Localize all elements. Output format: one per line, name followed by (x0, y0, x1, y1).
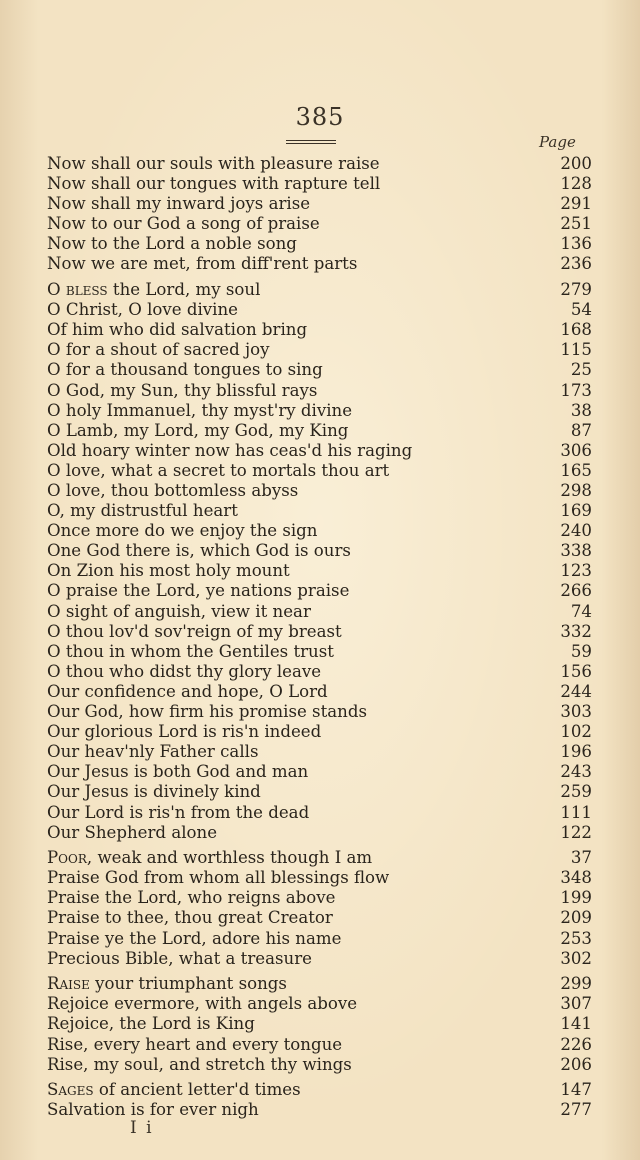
page-ref: 122 (560, 822, 592, 842)
page-ref: 299 (560, 974, 592, 994)
entry-text: Praise the Lord, who reigns above (47, 888, 336, 908)
index-entry (47, 360, 592, 380)
entry-text: O God, my Sun, thy blissful rays (47, 380, 318, 400)
entry-text: O love, thou bottomless abyss (47, 481, 299, 500)
index-entry (47, 908, 592, 928)
page-ref: 307 (560, 994, 592, 1014)
page-ref: 38 (570, 400, 592, 420)
index-entry (47, 501, 592, 521)
entry-text: Our Jesus is both God and man (47, 762, 309, 782)
signature-mark: I i (130, 1118, 154, 1138)
hymn-index (47, 154, 592, 1120)
page-number: 385 (295, 103, 345, 131)
first-line (47, 461, 532, 481)
first-line (47, 521, 532, 541)
index-entry (47, 234, 592, 254)
index-entry (47, 214, 592, 234)
entry-text: Precious Bible, what a treasure (47, 948, 312, 968)
entry-text: Praise to thee, thou great Creator (47, 908, 333, 928)
page-ref: 277 (560, 1100, 592, 1120)
first-line (47, 823, 532, 843)
entry-text: Old hoary winter now has ceas'd his raging (47, 440, 413, 460)
index-entry (47, 994, 592, 1014)
first-line (47, 682, 532, 702)
first-line (47, 360, 532, 380)
index-entry (47, 280, 592, 300)
entry-text: Our confidence and hope, O Lord (47, 681, 328, 701)
page-ref: 74 (570, 601, 592, 621)
first-line (47, 1100, 532, 1120)
first-line (47, 254, 532, 274)
index-entry (47, 622, 592, 642)
index-entry (47, 1014, 592, 1034)
entry-text: Once more do we enjoy the sign (47, 521, 318, 541)
entry-text: Rise, every heart and every tongue (47, 1034, 343, 1054)
index-entry (47, 461, 592, 481)
page-ref: 259 (560, 782, 592, 802)
index-group (47, 848, 592, 969)
first-line (47, 803, 532, 823)
first-line (47, 1014, 532, 1034)
first-line (47, 994, 532, 1014)
page-ref: 156 (560, 661, 592, 681)
index-entry (47, 1100, 592, 1120)
first-line (47, 949, 532, 969)
index-entry (47, 154, 592, 174)
page-ref: 206 (560, 1054, 592, 1074)
entry-text: Now to the Lord a noble song (47, 234, 297, 254)
first-line (47, 722, 532, 742)
first-line (47, 401, 532, 421)
index-entry (47, 174, 592, 194)
page-ref: 266 (560, 581, 592, 601)
page-ref: 303 (560, 702, 592, 722)
index-entry (47, 581, 592, 601)
index-entry (47, 868, 592, 888)
index-entry (47, 823, 592, 843)
entry-text: O, my distrustful heart (47, 501, 238, 521)
entry-text: O Lamb, my Lord, my God, my King (47, 420, 349, 440)
first-line (47, 280, 532, 300)
entry-text: Our Lord is ris'n from the dead (47, 802, 310, 822)
index-entry (47, 441, 592, 461)
page-ref: 253 (560, 928, 592, 948)
index-entry (47, 949, 592, 969)
first-line (47, 642, 532, 662)
page-ref: 279 (560, 280, 592, 300)
index-entry (47, 421, 592, 441)
index-entry (47, 401, 592, 421)
entry-text: Salvation is for ever nigh (47, 1100, 259, 1120)
entry-text: O praise the Lord, ye nations praise (47, 581, 350, 601)
entry-text: O thou in whom the Gentiles trust (47, 641, 334, 661)
index-entry (47, 662, 592, 682)
first-line (47, 481, 532, 501)
page-ref: 338 (560, 541, 592, 561)
first-line (47, 762, 532, 782)
entry-text: O sight of anguish, view it near (47, 601, 311, 621)
page-ref: 209 (560, 908, 592, 928)
entry-text: O love, what a secret to mortals thou art (47, 460, 390, 480)
entry-text: the Lord, my soul (107, 280, 261, 300)
first-line (47, 381, 532, 401)
entry-text: Now shall our souls with pleasure raise (47, 154, 380, 173)
page-ref: 59 (570, 641, 592, 661)
page-ref: 251 (560, 214, 592, 234)
page-ref: 200 (560, 154, 592, 173)
first-line (47, 174, 532, 194)
index-entry (47, 541, 592, 561)
first-line (47, 702, 532, 722)
header-rule (286, 140, 336, 144)
entry-text: O holy Immanuel, thy myst'ry divine (47, 400, 353, 420)
first-line (47, 782, 532, 802)
entry-text: Our God, how firm his promise stands (47, 702, 367, 722)
first-line (47, 234, 532, 254)
first-line (47, 300, 532, 320)
first-line (47, 848, 532, 868)
index-entry (47, 682, 592, 702)
page-ref: 173 (560, 380, 592, 400)
first-line (47, 929, 532, 949)
entry-lead-word: Sages (47, 1080, 94, 1100)
entry-text: Our heav'nly Father calls (47, 742, 259, 762)
page-ref: 291 (560, 194, 592, 214)
entry-lead-word: O bless (47, 280, 108, 300)
index-entry (47, 602, 592, 622)
entry-text: Our Jesus is divinely kind (47, 782, 261, 802)
index-entry (47, 888, 592, 908)
page-ref: 136 (560, 234, 592, 254)
index-entry (47, 702, 592, 722)
first-line (47, 581, 532, 601)
page-ref: 115 (560, 340, 592, 360)
index-entry (47, 929, 592, 949)
index-entry (47, 521, 592, 541)
page-ref: 306 (560, 440, 592, 460)
page-ref: 244 (560, 681, 592, 701)
first-line (47, 501, 532, 521)
index-entry (47, 803, 592, 823)
page-ref: 196 (560, 742, 592, 762)
first-line (47, 1055, 532, 1075)
first-line (47, 622, 532, 642)
index-entry (47, 782, 592, 802)
first-line (47, 340, 532, 360)
first-line (47, 908, 532, 928)
first-line (47, 441, 532, 461)
index-entry (47, 1035, 592, 1055)
first-line (47, 602, 532, 622)
index-entry (47, 762, 592, 782)
index-group (47, 974, 592, 1074)
first-line (47, 1035, 532, 1055)
first-line (47, 561, 532, 581)
index-entry (47, 642, 592, 662)
entry-text: On Zion his most holy mount (47, 561, 290, 581)
entry-text: Of him who did salvation bring (47, 320, 308, 340)
page-ref: 240 (560, 521, 592, 541)
page-ref: 123 (560, 561, 592, 581)
page-ref: 302 (560, 948, 592, 968)
first-line (47, 214, 532, 234)
index-entry (47, 381, 592, 401)
first-line (47, 868, 532, 888)
entry-text: O Christ, O love divine (47, 300, 238, 320)
page-ref: 165 (560, 460, 592, 480)
index-entry (47, 300, 592, 320)
first-line (47, 742, 532, 762)
entry-text: O thou lov'd sov'reign of my breast (47, 621, 342, 641)
entry-text: One God there is, which God is ours (47, 541, 351, 561)
first-line (47, 421, 532, 441)
index-entry (47, 848, 592, 868)
index-entry (47, 320, 592, 340)
index-entry (47, 974, 592, 994)
page-ref: 128 (560, 174, 592, 194)
entry-lead-word: Raise (47, 974, 90, 994)
first-line (47, 320, 532, 340)
entry-text: your triumphant songs (89, 974, 287, 994)
page-ref: 169 (560, 501, 592, 521)
first-line (47, 1080, 532, 1100)
entry-text: Now we are met, from diff'rent parts (47, 254, 358, 274)
entry-text: , weak and worthless though I am (86, 848, 373, 868)
index-entry (47, 340, 592, 360)
page-ref: 87 (570, 420, 592, 440)
index-entry (47, 742, 592, 762)
page-ref: 348 (560, 868, 592, 888)
first-line (47, 154, 532, 174)
page-ref: 199 (560, 888, 592, 908)
page-column-header: Page (539, 133, 576, 151)
page-ref: 25 (570, 360, 592, 380)
entry-text: Rejoice evermore, with angels above (47, 994, 358, 1014)
entry-text: Now shall my inward joys arise (47, 194, 311, 214)
entry-text: Praise God from whom all blessings flow (47, 868, 390, 888)
entry-text: O for a shout of sacred joy (47, 340, 270, 360)
page-ref: 168 (560, 320, 592, 340)
entry-text: Our glorious Lord is ris'n indeed (47, 722, 322, 742)
entry-text: Now shall our tongues with rapture tell (47, 174, 381, 194)
entry-text: Rejoice, the Lord is King (47, 1014, 255, 1034)
page-ref: 102 (560, 722, 592, 742)
index-group (47, 280, 592, 843)
page-ref: 236 (560, 254, 592, 274)
entry-text: Praise ye the Lord, adore his name (47, 928, 342, 948)
index-entry (47, 194, 592, 214)
entry-lead-word: Poor (47, 848, 87, 868)
first-line (47, 974, 532, 994)
index-entry (47, 1080, 592, 1100)
index-entry (47, 481, 592, 501)
page-ref: 226 (560, 1034, 592, 1054)
entry-text: of ancient letter'd times (93, 1080, 301, 1100)
page-ref: 37 (570, 848, 592, 868)
index-entry (47, 722, 592, 742)
first-line (47, 194, 532, 214)
index-entry (47, 1055, 592, 1075)
page-ref: 243 (560, 762, 592, 782)
index-group (47, 154, 592, 275)
page-ref: 111 (560, 802, 592, 822)
page-ref: 332 (560, 621, 592, 641)
page-ref: 147 (560, 1080, 592, 1100)
index-entry (47, 561, 592, 581)
entry-text: Our Shepherd alone (47, 822, 218, 842)
entry-text: Rise, my soul, and stretch thy wings (47, 1054, 352, 1074)
first-line (47, 541, 532, 561)
entry-text: O thou who didst thy glory leave (47, 661, 322, 681)
index-entry (47, 254, 592, 274)
page-ref: 141 (560, 1014, 592, 1034)
first-line (47, 888, 532, 908)
index-group (47, 1080, 592, 1120)
page-ref: 298 (560, 481, 592, 500)
page-ref: 54 (570, 300, 592, 320)
entry-text: Now to our God a song of praise (47, 214, 320, 234)
first-line (47, 662, 532, 682)
entry-text: O for a thousand tongues to sing (47, 360, 323, 380)
